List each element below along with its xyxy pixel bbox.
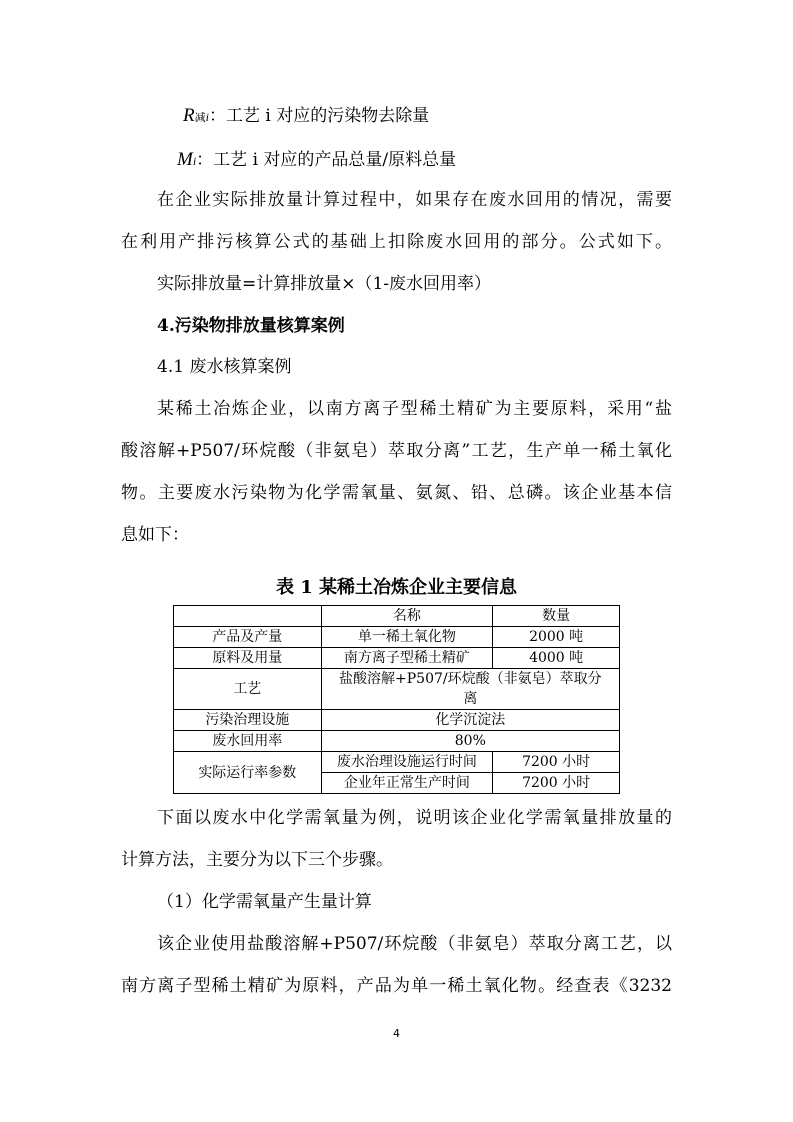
- table-row: [174, 710, 620, 731]
- table-cell: 企业年正常生产时间: [321, 773, 493, 794]
- table-cell: 单一稀土氧化物: [321, 627, 493, 648]
- para1-line1: 在企业实际排放量计算过程中，如果存在废水回用的情况，需要: [157, 190, 672, 210]
- table-cell: 4000 吨: [493, 648, 620, 669]
- table-cell: 化学沉淀法: [321, 710, 619, 731]
- table-cell-empty: [174, 606, 322, 627]
- table-row: [174, 648, 620, 669]
- table-cell: 2000 吨: [493, 627, 620, 648]
- table-cell: 废水治理设施运行时间: [321, 752, 493, 773]
- table-row: [174, 627, 620, 648]
- table-cell-process: [321, 669, 619, 710]
- para3-line1: 下面以废水中化学需氧量为例，说明该企业化学需氧量排放量的: [157, 808, 672, 828]
- process-line1: 盐酸溶解+P507/环烷酸（非氨皂）萃取分: [339, 671, 602, 687]
- table-row-label: 原料及用量: [174, 648, 322, 669]
- table-header-name: 名称: [321, 606, 493, 627]
- table-row-label: 污染治理设施: [174, 710, 322, 731]
- table-cell: 7200 小时: [493, 752, 620, 773]
- info-table: [173, 605, 620, 794]
- table-caption: 表 1 某稀土冶炼企业主要信息: [275, 577, 518, 598]
- definition-m-text: ：工艺 i 对应的产品总量/原料总量: [196, 150, 457, 170]
- table-header-row: [174, 606, 620, 627]
- formula: 实际排放量=计算排放量×（1-废水回用率）: [157, 274, 492, 294]
- page-number: 4: [393, 1027, 400, 1040]
- para2-line1: 某稀土冶炼企业，以南方离子型稀土精矿为主要原料，采用“盐: [157, 399, 672, 419]
- symbol-m-subscript: i: [192, 154, 197, 168]
- table-row: [174, 669, 620, 710]
- para4-line1: 该企业使用盐酸溶解+P507/环烷酸（非氨皂）萃取分离工艺，以: [157, 934, 672, 954]
- symbol-r: R: [183, 105, 195, 126]
- definition-r-text: ：工艺 i 对应的污染物去除量: [208, 106, 430, 126]
- table-row-label: 产品及产量: [174, 627, 322, 648]
- para2-line2: 酸溶解+P507/环烷酸（非氨皂）萃取分离”工艺，生产单一稀土氧化: [121, 441, 672, 461]
- symbol-m: M: [177, 149, 193, 170]
- definition-m: [177, 150, 456, 172]
- table-cell: 7200 小时: [493, 773, 620, 794]
- table-row-label: 实际运行率参数: [174, 752, 322, 794]
- para3-line2: 计算方法，主要分为以下三个步骤。: [121, 850, 393, 870]
- table-row: [174, 731, 620, 752]
- heading-4: 4.污染物排放量核算案例: [157, 316, 345, 336]
- table-row-label: 废水回用率: [174, 731, 322, 752]
- table-cell: 南方离子型稀土精矿: [321, 648, 493, 669]
- para2-line3: 物。主要废水污染物为化学需氧量、氨氮、铅、总磷。该企业基本信: [121, 483, 672, 503]
- table-header-qty: 数量: [493, 606, 620, 627]
- table-row: [174, 752, 620, 773]
- para4-line2: 南方离子型稀土精矿为原料，产品为单一稀土氧化物。经查表《3232: [121, 976, 672, 996]
- step1-heading: （1）化学需氧量产生量计算: [157, 892, 372, 912]
- table-cell: 80%: [321, 731, 619, 752]
- heading-4-1: 4.1 废水核算案例: [157, 357, 292, 377]
- symbol-r-subscript: 减i: [194, 110, 209, 124]
- para1-line2: 在利用产排污核算公式的基础上扣除废水回用的部分。公式如下。: [121, 232, 672, 252]
- table-row-label: 工艺: [174, 669, 322, 710]
- para2-line4: 息如下：: [121, 525, 189, 545]
- definition-r: [183, 106, 429, 128]
- process-line2: 离: [463, 691, 478, 707]
